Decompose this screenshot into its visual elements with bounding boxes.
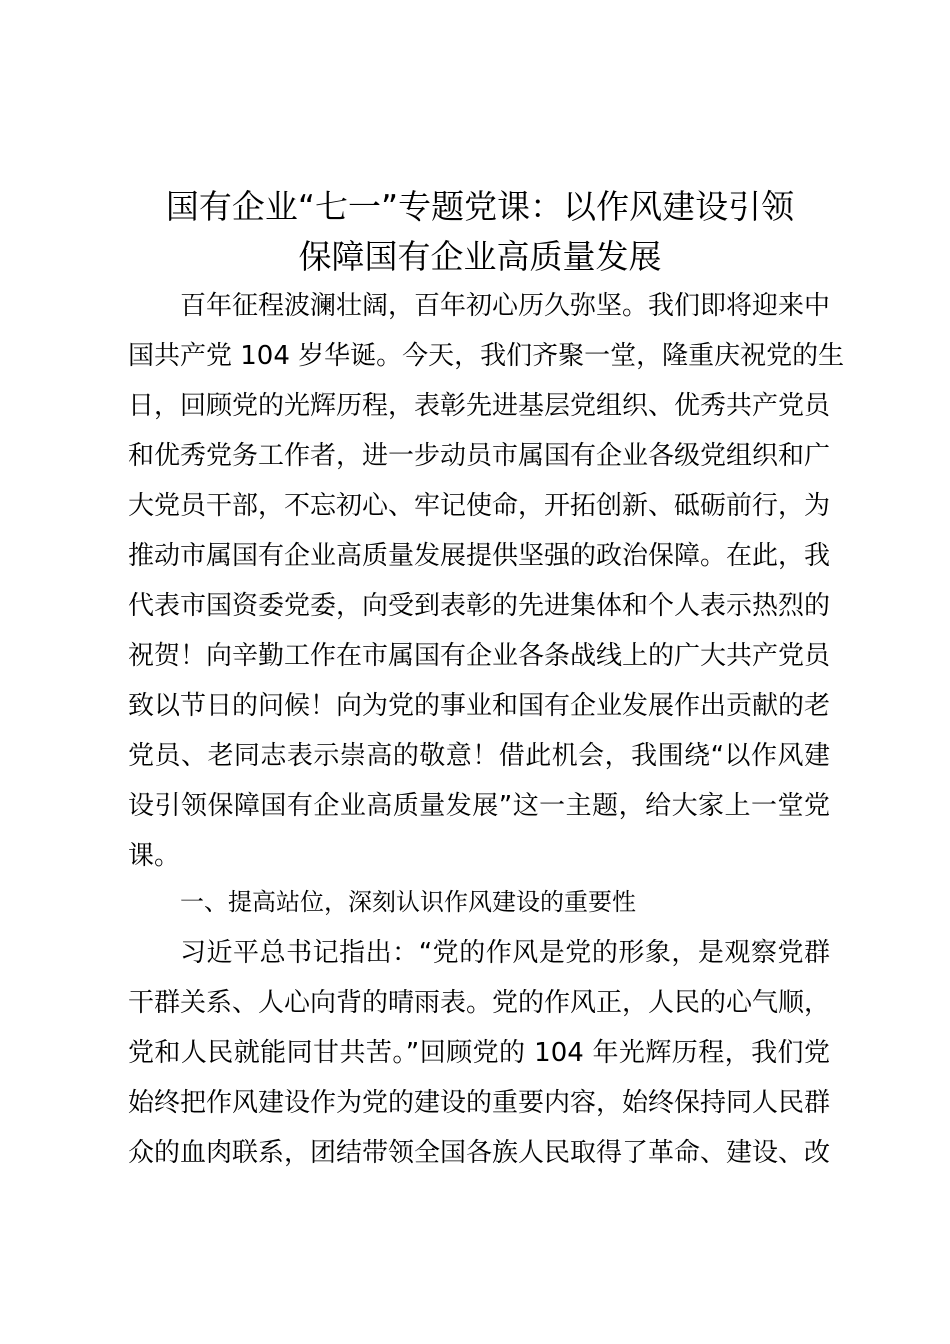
- paragraph-line: 致以节日的问候！向为党的事业和国有企业发展作出贡献的老: [128, 691, 831, 721]
- paragraph-line: 始终把作风建设作为党的建设的重要内容，始终保持同人民群: [128, 1088, 831, 1118]
- section-heading: 一、提高站位，深刻认识作风建设的重要性: [180, 888, 636, 916]
- document-title-line-1: 国有企业“七一”专题党课：以作风建设引领: [165, 187, 795, 226]
- paragraph-line: 推动市属国有企业高质量发展提供坚强的政治保障。在此，我: [128, 541, 831, 571]
- paragraph-line: 党员、老同志表示崇高的敬意！借此机会，我围绕“以作风建: [128, 741, 830, 771]
- paragraph-line: 党和人民就能同甘共苦。”回顾党的 104 年光辉历程，我们党: [128, 1038, 830, 1068]
- paragraph-line: 祝贺！向辛勤工作在市属国有企业各条战线上的广大共产党员: [128, 641, 831, 671]
- paragraph-line: 干群关系、人心向背的晴雨表。党的作风正，人民的心气顺，: [128, 988, 831, 1018]
- paragraph-line: 百年征程波澜壮阔，百年初心历久弥坚。我们即将迎来中: [180, 291, 831, 321]
- paragraph-line: 大党员干部，不忘初心、牢记使命，开拓创新、砥砺前行，为: [128, 491, 831, 521]
- paragraph-line: 习近平总书记指出：“党的作风是党的形象，是观察党群: [180, 938, 830, 968]
- paragraph-line: 日，回顾党的光辉历程，表彰先进基层党组织、优秀共产党员: [128, 391, 831, 421]
- paragraph-line: 国共产党 104 岁华诞。今天，我们齐聚一堂，隆重庆祝党的生: [128, 341, 845, 371]
- paragraph-line: 设引领保障国有企业高质量发展”这一主题，给大家上一堂党: [128, 791, 830, 821]
- paragraph-line: 课。: [128, 841, 181, 871]
- paragraph-line: 众的血肉联系，团结带领全国各族人民取得了革命、建设、改: [128, 1138, 831, 1168]
- paragraph-line: 代表市国资委党委，向受到表彰的先进集体和个人表示热烈的: [128, 591, 831, 621]
- paragraph-line: 和优秀党务工作者，进一步动员市属国有企业各级党组织和广: [128, 441, 831, 471]
- document-title-line-2: 保障国有企业高质量发展: [298, 237, 662, 276]
